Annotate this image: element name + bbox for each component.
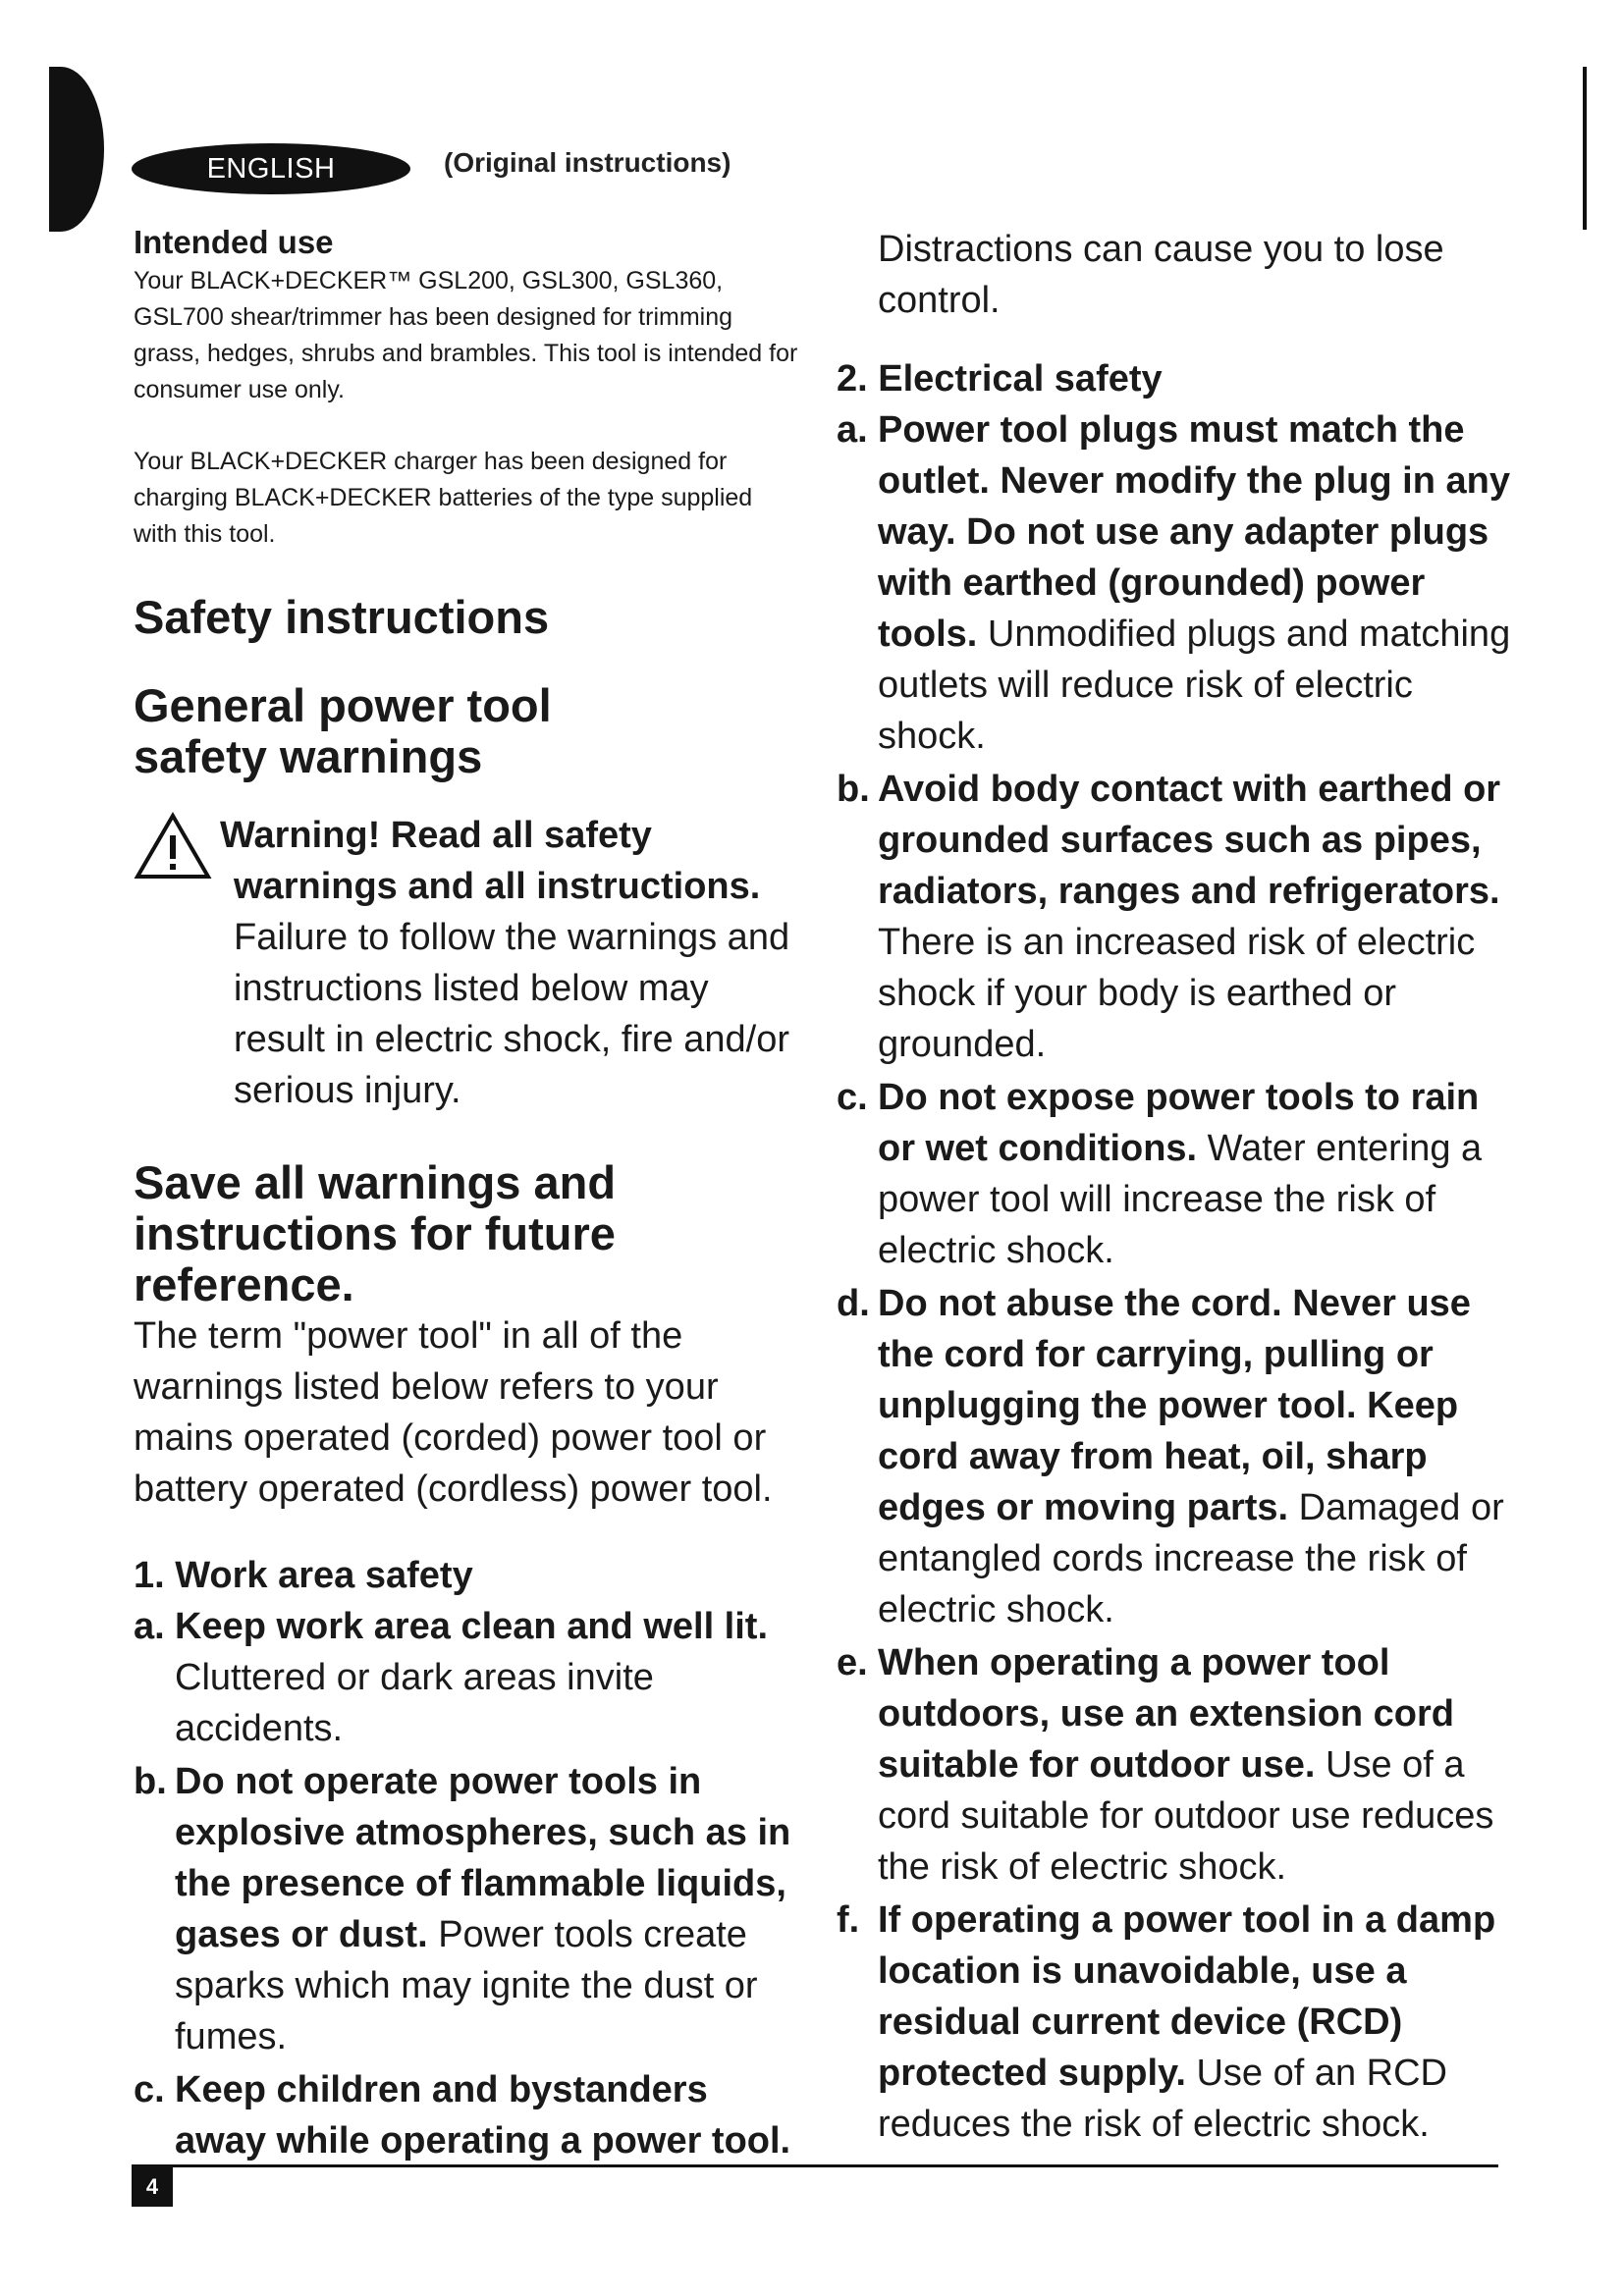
list-item bbox=[134, 1601, 801, 1754]
right-edge-rule bbox=[1583, 67, 1587, 230]
left-column bbox=[134, 224, 801, 2168]
intended-use-paragraph-2: Your BLACK+DECKER charger has been designed for charging BLACK+DECKER batteries of the type supplied with this tool. bbox=[134, 448, 753, 548]
item-label: e. bbox=[837, 1642, 868, 1683]
item-label: b. bbox=[837, 769, 870, 810]
page-number-label: 4 bbox=[145, 2174, 159, 2199]
side-tab-marker bbox=[49, 67, 104, 232]
warning-heading-line-2: warnings and all instructions. bbox=[234, 866, 761, 907]
item-label: b. bbox=[134, 1761, 167, 1802]
intended-use-heading: Intended use bbox=[134, 224, 334, 260]
list-item bbox=[837, 1072, 1514, 1276]
warning-heading-line-1: Warning! Read all safety bbox=[220, 815, 652, 856]
work-area-safety-heading: 1. Work area safety bbox=[134, 1555, 473, 1596]
item-label: c. bbox=[837, 1077, 868, 1118]
item-bold-text: When operating a power tool outdoors, use an extension cord suitable for outdoor use. bbox=[878, 1642, 1454, 1786]
list-item bbox=[837, 1278, 1514, 1635]
item-label: f. bbox=[837, 1899, 860, 1941]
item-bold-text: Do not expose power tools to rain or wet conditions. bbox=[878, 1077, 1480, 1169]
item-text: Use of a cord suitable for outdoor use reduces the risk of electric shock. bbox=[878, 1744, 1494, 1888]
general-safety-heading: General power tool safety warnings bbox=[134, 679, 552, 782]
list-item bbox=[837, 1895, 1514, 2150]
list-item bbox=[837, 404, 1514, 762]
list-item bbox=[134, 2064, 801, 2166]
item-label: a. bbox=[837, 409, 868, 451]
item-bold-text: Avoid body contact with earthed or grounded surfaces such as pipes, radiators, ranges and refrigerators. bbox=[878, 769, 1501, 912]
intended-use-paragraph-1: Your BLACK+DECKER™ GSL200, GSL300, GSL360, GSL700 shear/trimmer has been designed for trimming grass, hedges, shrubs and brambles. This tool is intended for consumer use only. bbox=[134, 267, 798, 403]
save-warnings-heading: Save all warnings and instructions for future reference. bbox=[134, 1156, 617, 1310]
right-column bbox=[837, 224, 1514, 2152]
item-text: Damaged or entangled cords increase the risk of electric shock. bbox=[878, 1487, 1504, 1630]
item-text: Unmodified plugs and matching outlets will reduce risk of electric shock. bbox=[878, 614, 1511, 757]
item-label: d. bbox=[837, 1283, 870, 1324]
item-text: Power tools create sparks which may ignite the dust or fumes. bbox=[175, 1914, 758, 2057]
footer-rule bbox=[132, 2164, 1498, 2167]
item-label: c. bbox=[134, 2069, 165, 2110]
item-bold-text: Power tool plugs must match the outlet. Never modify the plug in any way. Do not use any adapter plugs with earthed (grounded) power tools. bbox=[878, 409, 1510, 655]
item-text: Use of an RCD reduces the risk of electric shock. bbox=[878, 2053, 1447, 2145]
item-text: There is an increased risk of electric shock if your body is earthed or grounded. bbox=[878, 922, 1476, 1065]
list-item bbox=[837, 764, 1514, 1070]
item-text: Water entering a power tool will increase the risk of electric shock. bbox=[878, 1128, 1483, 1271]
list-item bbox=[134, 1756, 801, 2062]
list-item bbox=[837, 1637, 1514, 1893]
original-instructions-note: (Original instructions) bbox=[444, 147, 731, 178]
language-badge bbox=[132, 143, 410, 194]
safety-instructions-heading: Safety instructions bbox=[134, 591, 550, 643]
warning-body: Failure to follow the warnings and instructions listed below may result in electric shock, fire and/or serious injury. bbox=[234, 917, 790, 1111]
distractions-paragraph: Distractions can cause you to lose control. bbox=[878, 229, 1444, 321]
item-text: Cluttered or dark areas invite accidents. bbox=[175, 1657, 654, 1749]
electrical-safety-heading: 2. Electrical safety bbox=[837, 358, 1163, 400]
warning-triangle-icon bbox=[134, 812, 212, 881]
item-bold-text: If operating a power tool in a damp location is unavoidable, use a residual current device (RCD) protected supply. bbox=[878, 1899, 1496, 2094]
item-bold-text: Keep work area clean and well lit. bbox=[175, 1606, 769, 1647]
power-tool-term-paragraph: The term "power tool" in all of the warnings listed below refers to your mains operated (corded) power tool or battery operated (cordless) power tool. bbox=[134, 1315, 773, 1510]
language-label: ENGLISH bbox=[206, 152, 336, 185]
item-label: a. bbox=[134, 1606, 165, 1647]
page-number bbox=[132, 2167, 173, 2207]
item-bold-text: Do not operate power tools in explosive atmospheres, such as in the presence of flammable liquids, gases or dust. bbox=[175, 1761, 791, 1955]
item-bold-text: Keep children and bystanders away while operating a power tool. bbox=[175, 2069, 791, 2162]
warning-block bbox=[134, 810, 801, 1116]
item-bold-text: Do not abuse the cord. Never use the cord for carrying, pulling or unplugging the power tool. Keep cord away from heat, oil, sharp edges or moving parts. bbox=[878, 1283, 1471, 1528]
